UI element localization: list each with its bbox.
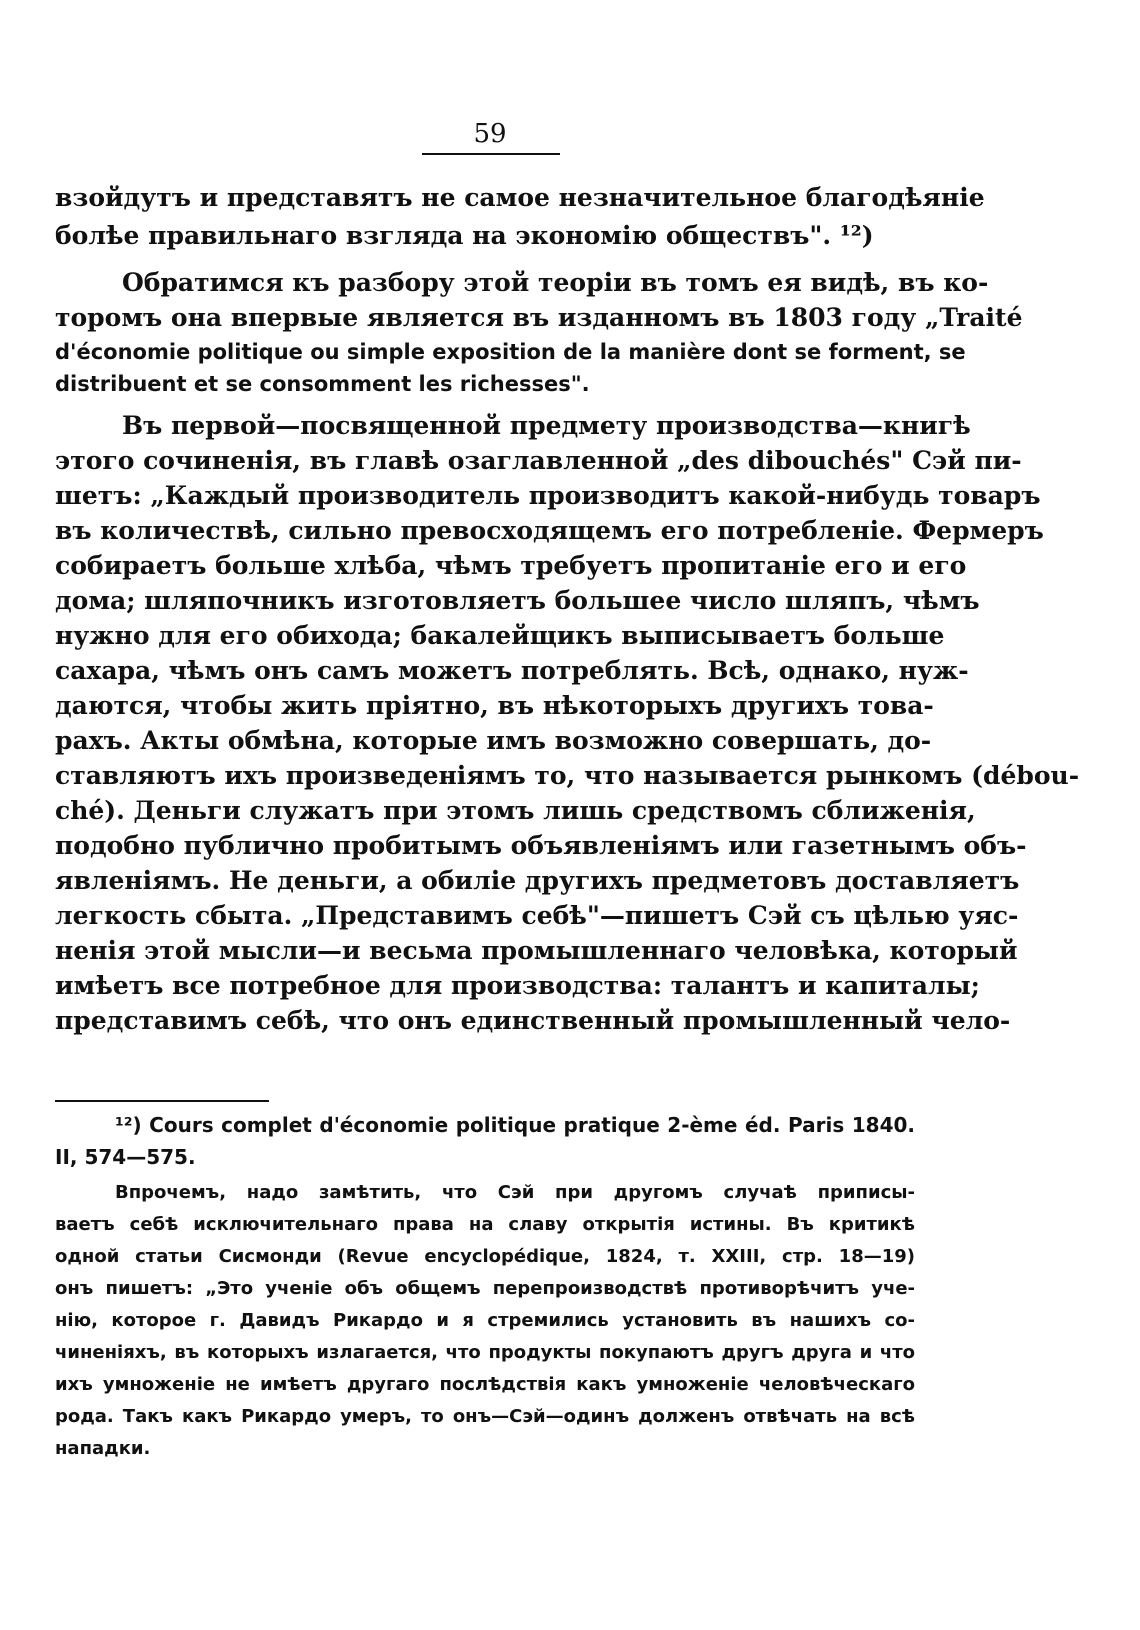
text-line: явленіямъ. Не деньги, а обиліе другихъ предметовъ доставляетъ bbox=[55, 866, 1020, 895]
text-line: нужно для его обихода; бакалейщикъ выписываетъ больше bbox=[55, 621, 945, 650]
footnote-line: ваетъ себѣ исключительнаго права на славу открытія истины. Въ критикѣ bbox=[55, 1214, 915, 1235]
text-line: сахара, чѣмъ онъ самъ можетъ потреблять. Всѣ, однако, нуж- bbox=[55, 656, 969, 685]
footnote-rule bbox=[55, 1100, 269, 1102]
footnote-line: чиненіяхъ, въ которыхъ излагается, что продукты покупаютъ другъ друга и что bbox=[55, 1342, 915, 1363]
footnote-line: ¹²) Cours complet d'économie politique pratique 2-ème éd. Paris 1840. bbox=[115, 1113, 915, 1137]
text-line: d'économie politique ou simple exposition de la manière dont se forment, se bbox=[55, 340, 966, 364]
text-line: Обратимся къ разбору этой теоріи въ томъ ея видѣ, въ ко- bbox=[122, 268, 989, 297]
text-line: взойдутъ и представятъ не самое незначительное благодѣяніе bbox=[55, 183, 985, 212]
text-line: Въ первой—посвященной предмету производства—книгѣ bbox=[122, 411, 971, 440]
footnote-line: онъ пишетъ: „Это ученіе объ общемъ перепроизводствѣ противорѣчитъ уче- bbox=[55, 1278, 915, 1299]
footnote-line: II, 574—575. bbox=[55, 1145, 196, 1169]
text-line: имѣетъ все потребное для производства: талантъ и капиталы; bbox=[55, 971, 980, 1000]
text-line: ché). Деньги служатъ при этомъ лишь средствомъ сближенія, bbox=[55, 796, 976, 825]
footnote-line: нападки. bbox=[55, 1438, 151, 1459]
footnote-line: рода. Такъ какъ Рикардо умеръ, то онъ—Сэй—одинъ долженъ отвѣчать на всѣ bbox=[55, 1406, 915, 1427]
text-line: distribuent et se consomment les richesses". bbox=[55, 372, 590, 396]
text-line: рахъ. Акты обмѣна, которые имъ возможно совершать, до- bbox=[55, 726, 932, 755]
text-line: въ количествѣ, сильно превосходящемъ его потребленіе. Фермеръ bbox=[55, 516, 1044, 545]
text-line: собираетъ больше хлѣба, чѣмъ требуетъ пропитаніе его и его bbox=[55, 551, 967, 580]
text-line: шетъ: „Каждый производитель производитъ какой-нибудь товаръ bbox=[55, 481, 1041, 510]
text-line: легкость сбыта. „Представимъ себѣ"—пишетъ Сэй съ цѣлью уяс- bbox=[55, 901, 1019, 930]
footnote-line: нію, которое г. Давидъ Рикардо и я стремились установить въ нашихъ со- bbox=[55, 1310, 915, 1331]
text-line: ставляютъ ихъ произведеніямъ то, что называется рынкомъ (débou- bbox=[55, 761, 1080, 790]
footnote-line: ихъ умноженіе не имѣетъ другаго послѣдствія какъ умноженіе человѣческаго bbox=[55, 1374, 915, 1395]
text-line: болѣе правильнаго взгляда на экономію обществъ". ¹²) bbox=[55, 221, 874, 250]
footnote-line: одной статьи Сисмонди (Revue encyclopédique, 1824, т. XXIII, стр. 18—19) bbox=[55, 1246, 915, 1267]
footnote-line: Впрочемъ, надо замѣтить, что Сэй при другомъ случаѣ приписы- bbox=[115, 1182, 915, 1203]
text-line: этого сочиненія, въ главѣ озаглавленной „des dibouchés" Сэй пи- bbox=[55, 446, 1022, 475]
text-line: представимъ себѣ, что онъ единственный промышленный чело- bbox=[55, 1006, 1011, 1035]
page-number: 59 bbox=[473, 119, 507, 149]
page-number-rule bbox=[422, 153, 560, 155]
text-line: торомъ она впервые является въ изданномъ въ 1803 году „Traité bbox=[55, 303, 1023, 332]
text-line: подобно публично пробитымъ объявленіямъ или газетнымъ объ- bbox=[55, 831, 1027, 860]
text-line: ненія этой мысли—и весьма промышленнаго человѣка, который bbox=[55, 936, 1018, 965]
text-line: даются, чтобы жить пріятно, въ нѣкоторыхъ другихъ това- bbox=[55, 691, 934, 720]
text-line: дома; шляпочникъ изготовляетъ большее число шляпъ, чѣмъ bbox=[55, 586, 980, 615]
